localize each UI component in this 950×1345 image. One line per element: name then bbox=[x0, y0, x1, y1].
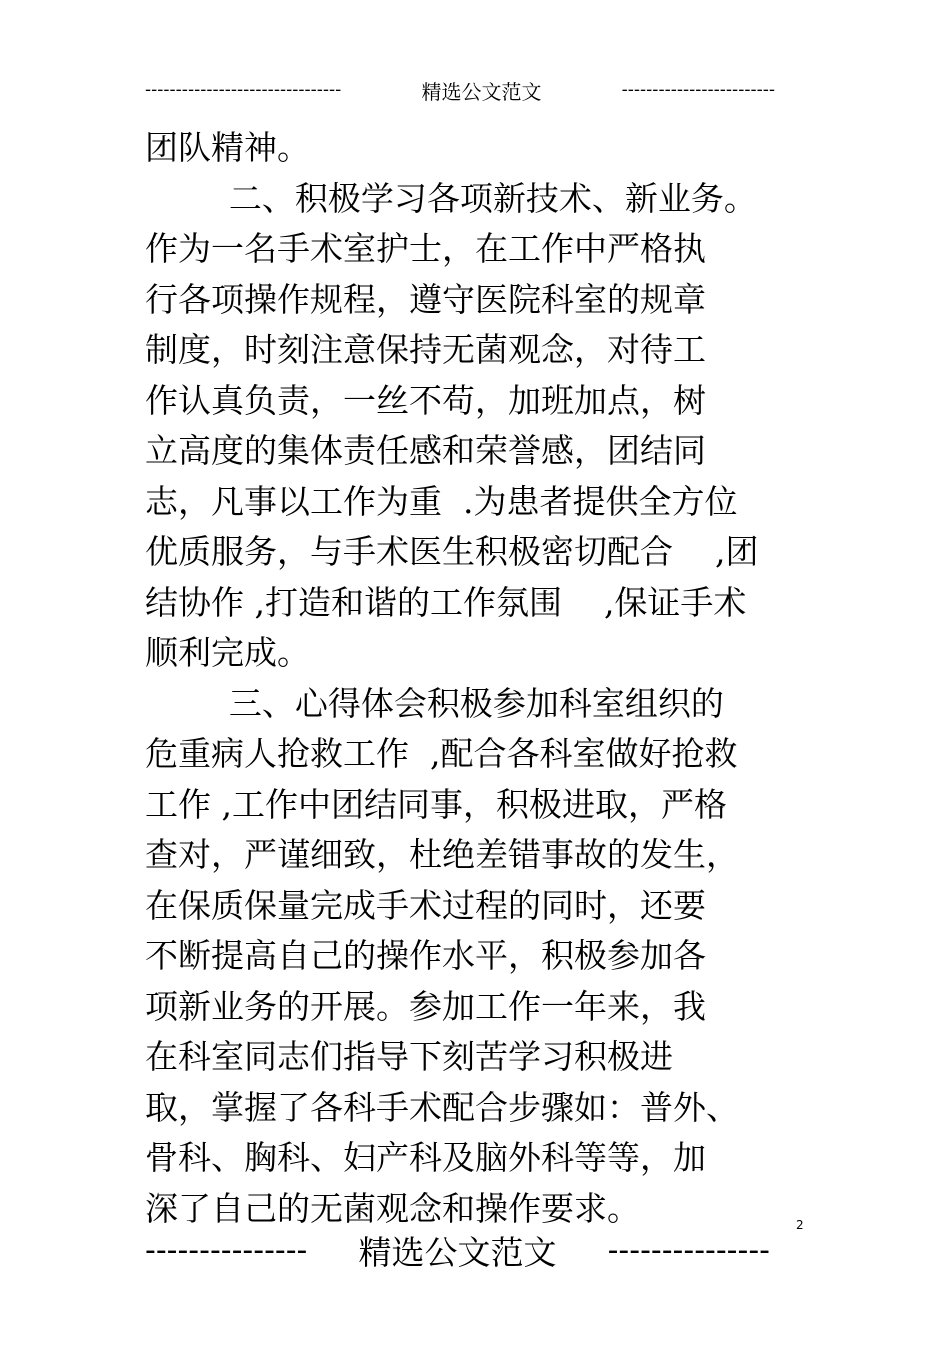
footer-right-rule: --------------- bbox=[607, 1232, 770, 1268]
body-line: 在保质保量完成手术过程的同时，还要 bbox=[145, 885, 706, 925]
body-line: 作认真负责，一丝不苟，加班加点，树 bbox=[145, 380, 706, 420]
body-line: 制度，时刻注意保持无菌观念，对待工 bbox=[145, 330, 706, 369]
footer-left-rule: --------------- bbox=[145, 1232, 308, 1268]
body-line: 取，掌握了各科手术配合步骤如：普外、 bbox=[145, 1087, 739, 1127]
document-body bbox=[145, 123, 815, 1234]
body-line: 查对，严谨细致，杜绝差错事故的发生， bbox=[145, 835, 739, 874]
page-header bbox=[145, 74, 775, 106]
body-line: 顺利完成。 bbox=[145, 633, 310, 672]
footer-title: 精选公文范文 bbox=[358, 1232, 557, 1272]
body-line: 不断提高自己的操作水平，积极参加各 bbox=[145, 936, 706, 975]
header-title: 精选公文范文 bbox=[421, 79, 542, 104]
body-line: 团队精神。 bbox=[145, 128, 310, 167]
body-line: 立高度的集体责任感和荣誉感，团结同 bbox=[145, 431, 706, 470]
body-line: 三、心得体会积极参加科室组织的 bbox=[145, 683, 724, 723]
body-line: 危重病人抢救工作 ,配合各科室做好抢救 bbox=[145, 734, 738, 773]
body-line: 深了自己的无菌观念和操作要求。 bbox=[145, 1188, 640, 1228]
page-footer bbox=[145, 1226, 770, 1274]
body-line: 工作 ,工作中团结同事，积极进取，严格 bbox=[145, 784, 727, 824]
page-number: 2 bbox=[796, 1218, 804, 1232]
body-line: 志，凡事以工作为重 .为患者提供全方位 bbox=[145, 481, 738, 521]
body-line: 项新业务的开展。参加工作一年来，我 bbox=[145, 986, 706, 1026]
body-line: 结协作 ,打造和谐的工作氛围 ,保证手术 bbox=[145, 582, 747, 622]
body-line: 在科室同志们指导下刻苦学习积极进 bbox=[145, 1037, 673, 1076]
header-right-rule: ------------------------- bbox=[621, 80, 775, 100]
body-line: 作为一名手术室护士，在工作中严格执 bbox=[145, 229, 706, 268]
body-line: 行各项操作规程，遵守医院科室的规章 bbox=[145, 279, 706, 319]
body-line: 二、积极学习各项新技术、新业务。 bbox=[145, 178, 757, 218]
body-line: 骨科、胸科、妇产科及脑外科等等，加 bbox=[145, 1138, 706, 1177]
header-left-rule: -------------------------------- bbox=[145, 80, 342, 100]
body-line: 优质服务，与手术医生积极密切配合 ,团 bbox=[145, 532, 759, 571]
